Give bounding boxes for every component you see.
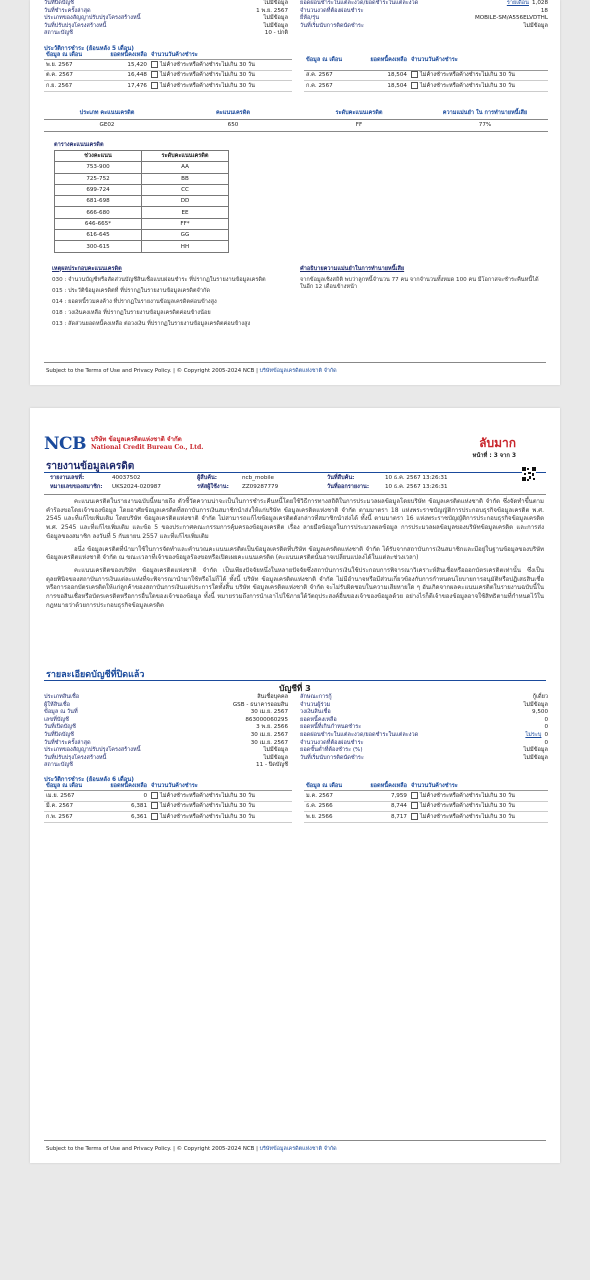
detail-value: ไม่มีข้อมูล (523, 747, 548, 754)
history-amount: 17,476 (100, 81, 149, 92)
detail-value: 1 พ.ย. 2567 (256, 7, 289, 14)
detail-value-wrap (264, 747, 289, 755)
detail-row (300, 755, 548, 763)
history-month: เม.ย. 2567 (44, 791, 100, 802)
grade-level: DD (142, 196, 229, 207)
detail-label: วงเงินสินเชื่อ (300, 709, 331, 716)
grade-row (55, 184, 229, 195)
page-number: หน้าที่ : 3 จาก 3 (472, 453, 516, 459)
status-checkbox-icon (411, 792, 418, 799)
closed-payment-history (44, 782, 548, 823)
report-meta (50, 475, 520, 491)
grade-level: CC (142, 184, 229, 195)
score-reasons (52, 266, 297, 332)
disclaimer-paragraph: คะแนนเครดิตของบริษัท ข้อมูลเครดิตแห่งชาติ จำกัด เป็นเพียงปัจจัยหนึ่งในหลายปัจจัยซึ่งสถาบันการเงินใช้ประกอบการพิจารณาวิเคราะห์สินเชื่อหรือออกบัตรเครดิตเท่านั้น ซึ่งเป็นดุลยพินิจของสถาบันการเงินแต่ละแห่งที่จะพิจารณานำมาใช้หรือไม่ก็ได้ ทั้งนี้ บริษัท ข้อมูลเครดิตแห่งชาติ จำกัด ไม่มีอำนาจหรือมีส่วนเกี่ยวข้องกับการกำหนดนโยบายการอนุมัติหรือปฏิเสธสินเชื่อหรือการออกบัตรเครดิตให้แก่ลูกค้าของสถาบันการเงินแต่ประการใดทั้งสิ้น บริษัท ข้อมูลเครดิตแห่งชาติ จำกัด จะไม่รับผิดชอบในความเสียหายใด ๆ อันเกิดจากผลคะแนนเครดิตในรายงานฉบับนี้ในการขอสินเชื่อหรือบัตรเครดิตหรือการอื่นใดของเจ้าของข้อมูล ทั้งนี้ หมายรวมถึงการนำเอาไปใช้ภายใต้วัตถุประสงค์อื่นของเจ้าของข้อมูลด้วย อย่างไรก็ดีเจ้าของข้อมูลอาจใช้สิทธิตามที่กำหนดไว้ในกฎหมายว่าด้วยการประกอบธุรกิจข้อมูลเครดิต (46, 566, 544, 609)
ncb-header-logo (44, 434, 203, 454)
detail-label: ยอดผ่อนชำระในแต่ละงวด/ยอดชำระในแต่ละงวด (300, 731, 419, 738)
detail-label: วันที่เริ่มนับการติดนัดชำระ (300, 754, 364, 761)
grade-level: AA (142, 162, 229, 173)
meta-value: ncb_mobile (242, 475, 274, 481)
detail-value-wrap (533, 694, 548, 702)
history-amount: 16,448 (100, 70, 149, 81)
detail-label: วันที่ชำระครั้งล่าสุด (44, 739, 91, 746)
detail-value: 863000060295 (245, 716, 289, 723)
detail-value: 0 (544, 731, 548, 738)
detail-value-wrap (532, 709, 548, 717)
detail-row (44, 30, 288, 38)
payment-history (44, 51, 548, 92)
accuracy-title: คำอธิบายความแม่นยำในการทำนายหนี้เสีย (300, 266, 405, 272)
history-amount: 18,504 (360, 81, 409, 92)
detail-value: 0 (544, 724, 548, 731)
detail-row (300, 694, 548, 702)
detail-label: ยอดผ่อนชำระในแต่ละงวด/ยอดชำระในแต่ละงวด (300, 0, 419, 6)
history-status-cell (149, 70, 292, 81)
history-status-cell (149, 60, 292, 71)
accuracy-explanation (300, 266, 540, 292)
score-value-cell: GE02 (99, 121, 115, 128)
detail-row (300, 23, 548, 31)
detail-label: สถานะบัญชี (44, 762, 73, 769)
history-status: ไม่ค้างชำระหรือค้างชำระไม่เกิน 30 วัน (160, 61, 255, 68)
detail-value-wrap (524, 702, 549, 710)
history-status: ไม่ค้างชำระหรือค้างชำระไม่เกิน 30 วัน (160, 82, 255, 89)
closed-accounts-title: รายละเอียดบัญชีที่ปิดแล้ว (46, 670, 145, 680)
score-header-cell: คะแนนเครดิต (216, 110, 250, 116)
report-title: รายงานข้อมูลเครดิต (46, 461, 135, 472)
detail-value-wrap (544, 724, 548, 732)
grade-header-row (55, 151, 229, 162)
footer-company-link[interactable]: บริษัทข้อมูลเครดิตแห่งชาติ จำกัด (259, 368, 337, 374)
detail-value: 30 เม.ย. 2567 (250, 739, 289, 746)
closed-account-details (44, 694, 548, 770)
status-checkbox-icon (151, 82, 158, 89)
detail-value: 30 เม.ย. 2567 (250, 709, 289, 716)
history-row (304, 791, 548, 802)
grade-row (55, 162, 229, 173)
grade-range: 725-752 (55, 173, 142, 184)
history-header-cell: ข้อมูล ณ เดือน (44, 51, 100, 60)
reason-item: 013 : สัดส่วนยอดหนี้คงเหลือ ต่อวงเงิน ที่ปรากฏในรายงานข้อมูลเครดิตค่อนข้างสูง (52, 320, 251, 327)
score-summary-values (44, 120, 548, 133)
detail-label: ผู้ให้สินเชื่อ (44, 701, 71, 708)
meta-value: 10 ธ.ค. 2567 13:26:31 (385, 483, 448, 490)
history-amount: 7,959 (360, 791, 409, 802)
detail-label: วันที่ปิดบัญชี (44, 0, 74, 6)
detail-row (44, 702, 288, 710)
detail-value-wrap (507, 0, 548, 8)
detail-label: วันที่ปิดบัญชี (44, 731, 74, 738)
history-row (44, 81, 292, 92)
history-header-cell: ข้อมูล ณ เดือน (44, 782, 100, 791)
history-status-cell (409, 70, 548, 81)
detail-value-wrap (265, 30, 288, 38)
meta-value: ZZ09287779 (242, 483, 279, 490)
detail-value: MOBILE-SM/A556ELVDTHL (474, 15, 548, 22)
grade-table-title: ตารางคะแนนเครดิต (54, 142, 104, 148)
score-disclaimer (46, 498, 544, 614)
meta-label: รหัสผู้ใช้งาน: (197, 483, 229, 490)
detail-value-wrap (257, 694, 288, 702)
history-amount: 6,381 (100, 801, 149, 812)
detail-row (300, 15, 548, 23)
detail-label: ข้อมูล ณ วันที่ (44, 709, 78, 716)
page-footer (46, 1145, 337, 1153)
footer-text: Subject to the Terms of Use and Privacy Policy. | © Copyright 2005-2024 NCB | (46, 368, 258, 374)
account-details-right (300, 0, 548, 38)
meta-label: รายงานเลขที่: (50, 475, 85, 481)
score-header-cell: ประเภท คะแนนเครดิต (79, 110, 135, 116)
history-status: ไม่ค้างชำระหรือค้างชำระไม่เกิน 30 วัน (419, 813, 515, 820)
detail-value: 3 พ.ย. 2566 (256, 724, 289, 731)
status-checkbox-icon (151, 71, 158, 78)
history-status-cell (409, 791, 548, 802)
detail-value: กู้เดี่ยว (532, 694, 548, 700)
grade-level: FF* (142, 218, 229, 229)
detail-value-wrap (524, 755, 549, 763)
account-details (44, 0, 548, 38)
history-amount: 0 (100, 791, 149, 802)
history-header-cell: ข้อมูล ณ เดือน (304, 51, 360, 70)
history-month: ต.ค. 2567 (44, 70, 100, 81)
detail-label: ประเภทของสัญญาปรับปรุงโครงสร้างหนี้ (44, 747, 141, 754)
footer-company-link[interactable]: บริษัทข้อมูลเครดิตแห่งชาติ จำกัด (259, 1146, 337, 1152)
grade-row (55, 196, 229, 207)
history-status: ไม่ค้างชำระหรือค้างชำระไม่เกิน 30 วัน (160, 792, 255, 799)
page-footer (46, 367, 337, 375)
detail-label: วันที่ปรับปรุงโครงสร้างหนี้ (44, 754, 107, 761)
detail-value: 11 - ปิดบัญชี (256, 762, 289, 769)
history-amount: 6,361 (100, 812, 149, 823)
detail-label: ยี่ห้อ/รุ่น (300, 15, 320, 22)
footer-divider (44, 1140, 546, 1141)
company-name-en: National Credit Bureau Co., Ltd. (90, 444, 204, 451)
detail-value: ไม่มีข้อมูล (263, 22, 289, 29)
history-month: ก.ค. 2567 (304, 81, 360, 92)
payment-history-left (44, 51, 292, 92)
detail-value: ไม่มีข้อมูล (263, 747, 289, 754)
disclaimer-paragraph: คะแนนเครดิตในรายงานฉบับนี้หมายถึง ตัวชี้วัดความน่าจะเป็นในการชำระคืนหนี้โดยใช้วิธีการทางสถิติในการประมวลผลข้อมูลโดยบริษัท ข้อมูลเครดิตแห่งชาติ จำกัด ซึ่งจัดทำขึ้นตามคำร้องขอโดยเจ้าของข้อมูล โดยอาศัยข้อมูลเครดิตที่สถาบันการเงินสมาชิกนำส่งให้แก่บริษัท ข้อมูลเครดิตแห่งชาติ จำกัด ตามมาตรา 18 แห่งพระราชบัญญัติการประกอบธุรกิจข้อมูลเครดิต พ.ศ. 2545 และที่แก้ไขเพิ่มเติม โดยบริษัท ข้อมูลเครดิตแห่งชาติ จำกัด ไม่สามารถแก้ไขข้อมูลเครดิตดังกล่าวที่สมาชิกนำส่งได้ ทั้งนี้ ตามมาตรา 16 แห่งพระราชบัญญัติการประกอบธุรกิจข้อมูลเครดิต พ.ศ. 2545 และที่แก้ไขเพิ่มเติม และข้อ 5 ของประกาศคณะกรรมการคุ้มครองข้อมูลเครดิต เรื่อง ลายมือข้อมูลในการประมวลผลข้อมูล การประมวลผลข้อมูลของบริษัทข้อมูลเครดิต และการส่งข้อมูลของสมาชิก ลงวันที่ 5 กันยายน 2557 และที่แก้ไขเพิ่มเติม (46, 498, 544, 540)
history-header-cell: ยอดหนี้คงเหลือ (100, 782, 149, 791)
detail-row (300, 8, 548, 16)
history-row (44, 60, 292, 71)
history-header-cell: ยอดหนี้คงเหลือ (360, 782, 409, 791)
reasons-title: เหตุผลประกอบคะแนนเครดิต (52, 266, 122, 272)
status-checkbox-icon (151, 792, 158, 799)
history-status: ไม่ค้างชำระหรือค้างชำระไม่เกิน 30 วัน (160, 72, 255, 79)
history-row (304, 70, 548, 81)
score-header-cell: ระดับคะแนนเครดิต (335, 110, 383, 116)
ncb-logo: NCB (44, 434, 86, 454)
history-row (304, 812, 548, 823)
status-checkbox-icon (411, 813, 418, 820)
closed-account-details-right (300, 694, 548, 770)
grade-header-cell: ช่วงคะแนน (55, 151, 142, 162)
history-header-cell: จำนวนวันค้างชำระ (409, 51, 548, 70)
grade-range: 646-665* (55, 218, 142, 229)
detail-label: จำนวนงวดที่ต้องผ่อนชำระ (300, 7, 364, 14)
grade-level: GG (142, 230, 229, 241)
detail-row (44, 755, 288, 763)
history-amount: 8,717 (360, 812, 409, 823)
reasons-list (52, 277, 297, 329)
grade-row (55, 207, 229, 218)
detail-link[interactable]: ไม่ระบุ (525, 731, 542, 738)
detail-row (300, 702, 548, 710)
score-value-cell: FF (355, 121, 363, 128)
history-header-row (44, 51, 292, 60)
detail-label: วันที่ชำระครั้งล่าสุด (44, 7, 91, 14)
detail-row (300, 0, 548, 8)
detail-row (300, 724, 548, 732)
detail-value: ไม่มีข้อมูล (523, 701, 548, 708)
meta-value: 40037502 (112, 475, 141, 481)
detail-value: 18 (540, 7, 548, 14)
history-header-cell: ยอดหนี้คงเหลือ (360, 51, 409, 70)
credit-score-summary (44, 110, 548, 132)
history-month: ส.ค. 2567 (304, 70, 360, 81)
status-checkbox-icon (151, 61, 158, 68)
meta-label: ผู้สืบค้น: (197, 475, 218, 481)
reason-item: 018 : วงเงินคงเหลือ ที่ปรากฏในรายงานข้อมูลเครดิตค่อนข้างน้อย (52, 309, 211, 316)
history-status: ไม่ค้างชำระหรือค้างชำระไม่เกิน 30 วัน (419, 72, 515, 79)
history-status-cell (149, 81, 292, 92)
detail-value: 9,500 (531, 709, 548, 716)
detail-row (44, 694, 288, 702)
history-status-cell (409, 812, 548, 823)
grade-row (55, 241, 229, 252)
detail-label: จำนวนผู้ร่วม (300, 701, 331, 708)
history-header-cell: จำนวนวันค้างชำระ (149, 782, 292, 791)
report-page-2 (30, 0, 560, 385)
detail-value: 0 (544, 739, 548, 746)
history-status: ไม่ค้างชำระหรือค้างชำระไม่เกิน 30 วัน (419, 82, 515, 89)
reason-item: 030 : จำนวนบัญชีหรือสัดส่วนบัญชีสินเชื่อแบบผ่อนชำระ ที่ปรากฏในรายงานข้อมูลเครดิต (52, 276, 266, 283)
history-status-cell (149, 791, 292, 802)
closed-history-right (304, 782, 548, 823)
detail-row (44, 709, 288, 717)
detail-value: สินเชื่อบุคคล (257, 694, 289, 700)
detail-row (44, 717, 288, 725)
history-month: พ.ย. 2566 (304, 812, 360, 823)
meta-divider (44, 494, 546, 495)
detail-row (44, 23, 288, 31)
detail-value-wrap (475, 15, 548, 23)
grade-range: 666-680 (55, 207, 142, 218)
history-row (304, 81, 548, 92)
history-status: ไม่ค้างชำระหรือค้างชำระไม่เกิน 30 วัน (160, 803, 255, 810)
grade-level: HH (142, 241, 229, 252)
detail-label: เลขที่บัญชี (44, 716, 69, 723)
detail-value-wrap (264, 0, 289, 8)
detail-value: ไม่มีข้อมูล (263, 15, 289, 22)
grade-range: 300-615 (55, 241, 142, 252)
detail-value-wrap (251, 732, 288, 740)
history-header-cell: จำนวนวันค้างชำระ (149, 51, 292, 60)
account-details-left (44, 0, 288, 38)
score-value-cell: 77% (478, 121, 492, 128)
detail-label: ประเภทของสัญญาปรับปรุงโครงสร้างหนี้ (44, 15, 141, 22)
detail-label: วันที่เปิดบัญชี (44, 724, 76, 731)
grade-row (55, 173, 229, 184)
meta-label: วันที่สืบค้น: (327, 475, 355, 481)
history-row (44, 791, 292, 802)
history-month: ธ.ค. 2566 (304, 801, 360, 812)
grade-level: BB (142, 173, 229, 184)
history-row (44, 70, 292, 81)
confidential-label: ลับมาก (479, 436, 516, 450)
grade-row (55, 218, 229, 229)
closed-account-details-left (44, 694, 288, 770)
detail-label: วันที่ปรับปรุงโครงสร้างหนี้ (44, 22, 107, 29)
history-row (304, 801, 548, 812)
detail-row (44, 762, 288, 770)
status-checkbox-icon (411, 802, 418, 809)
history-status: ไม่ค้างชำระหรือค้างชำระไม่เกิน 30 วัน (160, 813, 255, 820)
detail-value-wrap (525, 732, 548, 740)
meta-label: หมายเลขของสมาชิก: (50, 483, 103, 490)
detail-value: 0 (544, 716, 548, 723)
detail-value-wrap (256, 762, 288, 770)
history-status-cell (409, 81, 548, 92)
detail-value: 10 - ปกติ (264, 30, 289, 37)
company-name-thai: บริษัท ข้อมูลเครดิตแห่งชาติ จำกัด (90, 436, 182, 443)
disclaimer-paragraph: อนึ่ง ข้อมูลเครดิตที่นำมาใช้ในการจัดทำและคำนวณคะแนนเครดิตเป็นข้อมูลเครดิตที่บริษัท ข้อมูลเครดิตแห่งชาติ จำกัด ได้รับจากสถาบันการเงินสมาชิกและมีอยู่ในฐานข้อมูลของบริษัท ข้อมูลเครดิตแห่งชาติ จำกัด ณ ขณะเวลาที่เจ้าของข้อมูลร้องขอหรือเปิดเผยคะแนนเครดิต (คะแนนเครดิตนั้นอาจเปลี่ยนแปลงได้ในแต่ละช่วงเวลา) (46, 545, 544, 562)
history-status: ไม่ค้างชำระหรือค้างชำระไม่เกิน 30 วัน (419, 803, 515, 810)
detail-value-wrap (544, 717, 548, 725)
history-status: ไม่ค้างชำระหรือค้างชำระไม่เกิน 30 วัน (419, 792, 515, 799)
meta-value: 10 ธ.ค. 2567 13:26:31 (385, 475, 448, 481)
meta-value: UKS2024-020987 (112, 483, 161, 490)
detail-value: 30 เม.ย. 2567 (250, 731, 289, 738)
detail-row (300, 709, 548, 717)
detail-label: จำนวนงวดที่ต้องผ่อนชำระ (300, 739, 364, 746)
detail-value: ไม่มีข้อมูล (263, 754, 289, 761)
reason-item: 014 : ยอดหนี้รวมคงค้าง ที่ปรากฏในรายงานข้อมูลเครดิตค่อนข้างสูง (52, 298, 217, 305)
status-checkbox-icon (411, 82, 418, 89)
grade-level: EE (142, 207, 229, 218)
account-title: บัญชีที่ 3 (279, 683, 311, 693)
history-row (44, 812, 292, 823)
credit-grade-table (54, 150, 229, 253)
qr-code-icon (522, 466, 536, 480)
detail-value-wrap (251, 709, 288, 717)
detail-row (44, 747, 288, 755)
header-divider (44, 472, 546, 473)
reason-item: 015 : ประวัติข้อมูลเครดิตที่ ที่ปรากฏในรายงานข้อมูลเครดิตจำกัด (52, 287, 210, 294)
detail-value-wrap (541, 8, 548, 16)
history-status-cell (409, 801, 548, 812)
history-amount: 8,744 (360, 801, 409, 812)
detail-label: ลักษณะการกู้ (300, 694, 332, 700)
history-header-row (44, 782, 292, 791)
detail-value: ไม่มีข้อมูล (263, 0, 289, 6)
detail-value: ไม่มีข้อมูล (523, 754, 548, 761)
detail-value: GSB - ธนาคารออมสิน (232, 701, 289, 708)
detail-value-wrap (524, 23, 549, 31)
accuracy-text: จากข้อมูลเชิงสถิติ พบว่าลูกหนี้จำนวน 77 คน จากจำนวนทั้งหมด 100 คน มีโอกาสจะชำระคืนหนี้ได้ในอีก 12 เดือนข้างหน้า (300, 276, 539, 291)
detail-label: ประเภทสินเชื่อ (44, 694, 80, 700)
footer-text: Subject to the Terms of Use and Privacy Policy. | © Copyright 2005-2024 NCB | (46, 1146, 258, 1152)
history-header-cell: ข้อมูล ณ เดือน (304, 782, 360, 791)
grade-range: 753-900 (55, 162, 142, 173)
history-status-cell (149, 812, 292, 823)
detail-value-wrap (245, 717, 288, 725)
history-status-cell (149, 801, 292, 812)
status-checkbox-icon (151, 802, 158, 809)
grade-range: 681-698 (55, 196, 142, 207)
history-month: ก.ย. 2567 (44, 81, 100, 92)
payment-history-title: ประวัติการชำระ (ย้อนหลัง 5 เดือน) (44, 46, 134, 52)
detail-label: วันที่เริ่มนับการติดนัดชำระ (300, 22, 364, 29)
detail-value-wrap (256, 724, 288, 732)
detail-row (44, 0, 288, 8)
detail-row (300, 732, 548, 740)
report-page-3 (30, 408, 560, 1163)
detail-row (300, 747, 548, 755)
history-header-cell: จำนวนวันค้างชำระ (409, 782, 548, 791)
history-month: พ.ย. 2567 (44, 60, 100, 71)
closed-accounts-divider (44, 680, 546, 681)
score-summary-header (44, 110, 548, 120)
footer-divider (44, 362, 546, 363)
status-checkbox-icon (411, 71, 418, 78)
detail-link[interactable]: รายเดือน (506, 0, 529, 6)
detail-label: ยอดหนี้ที่เกินกำหนดชำระ (300, 724, 362, 731)
grade-range: 699-724 (55, 184, 142, 195)
status-checkbox-icon (151, 813, 158, 820)
detail-label: สถานะบัญชี (44, 30, 73, 37)
history-amount: 18,504 (360, 70, 409, 81)
detail-label: ยอดขั้นต่ำที่ต้องชำระ (%) (300, 747, 363, 754)
payment-history-right (304, 51, 548, 92)
detail-value: ไม่มีข้อมูล (523, 22, 548, 29)
detail-value-wrap (524, 747, 549, 755)
history-month: ม.ค. 2567 (304, 791, 360, 802)
detail-value-wrap (233, 702, 288, 710)
detail-row (44, 732, 288, 740)
history-month: มี.ค. 2567 (44, 801, 100, 812)
history-header-row (304, 782, 548, 791)
score-value-cell: 650 (227, 121, 239, 128)
grade-row (55, 230, 229, 241)
detail-row (44, 15, 288, 23)
grade-header-cell: ระดับคะแนนเครดิต (142, 151, 229, 162)
history-row (44, 801, 292, 812)
closed-history-title: ประวัติการชำระ (ย้อนหลัง 6 เดือน) (44, 777, 134, 783)
detail-label: ยอดหนี้คงเหลือ (300, 716, 337, 723)
history-month: ก.พ. 2567 (44, 812, 100, 823)
grade-range: 616-645 (55, 230, 142, 241)
history-header-row (304, 51, 548, 70)
detail-value: 1,028 (531, 0, 548, 6)
history-header-cell: ยอดหนี้คงเหลือ (100, 51, 149, 60)
detail-row (44, 724, 288, 732)
score-header-cell: ความแม่นยำ ใน การทำนายหนี้เสีย (442, 110, 528, 116)
company-name (91, 436, 204, 452)
history-amount: 15,420 (100, 60, 149, 71)
detail-value-wrap (264, 15, 289, 23)
meta-label: วันที่ออกรายงาน: (327, 483, 370, 490)
closed-history-left (44, 782, 292, 823)
